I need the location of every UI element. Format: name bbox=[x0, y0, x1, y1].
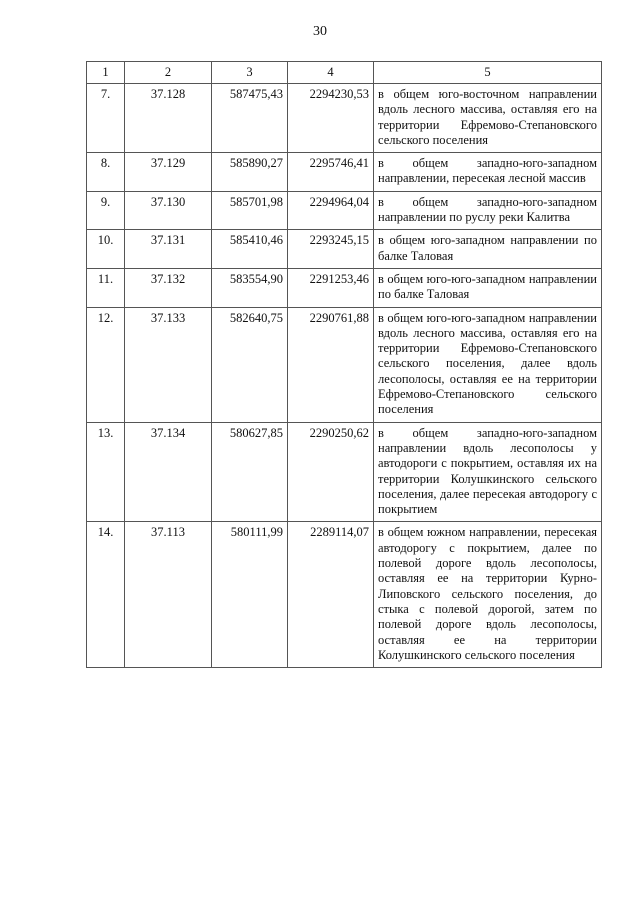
point-id: 37.113 bbox=[125, 522, 212, 668]
header-col-4: 4 bbox=[288, 62, 374, 84]
table-row bbox=[87, 230, 602, 269]
boundary-description: в общем юго-восточном направлении вдоль лесного массива, оставляя его на территории Ефремово-Степановского сельского поселения bbox=[374, 84, 602, 153]
row-number: 12. bbox=[87, 307, 125, 422]
point-id: 37.132 bbox=[125, 268, 212, 307]
row-number: 14. bbox=[87, 522, 125, 668]
coord-x: 583554,90 bbox=[212, 268, 288, 307]
coord-y: 2291253,46 bbox=[288, 268, 374, 307]
point-id: 37.131 bbox=[125, 230, 212, 269]
coord-y: 2290250,62 bbox=[288, 422, 374, 522]
page-number: 30 bbox=[313, 24, 327, 39]
coord-x: 585410,46 bbox=[212, 230, 288, 269]
table-row bbox=[87, 268, 602, 307]
boundary-description: в общем западно-юго-западном направлении, пересекая лесной массив bbox=[374, 153, 602, 192]
boundary-description: в общем юго-юго-западном направлении по балке Таловая bbox=[374, 268, 602, 307]
table-row bbox=[87, 191, 602, 230]
boundary-description: в общем западно-юго-западном направлении вдоль лесополосы у автодороги с покрытием, оставляя их на территории Колушкинского сельского поселения, далее пересекая автодорогу с покрытием bbox=[374, 422, 602, 522]
boundary-description: в общем юго-западном направлении по балке Таловая bbox=[374, 230, 602, 269]
header-col-1: 1 bbox=[87, 62, 125, 84]
header-col-5: 5 bbox=[374, 62, 602, 84]
boundary-description: в общем западно-юго-западном направлении по руслу реки Калитва bbox=[374, 191, 602, 230]
coord-x: 585890,27 bbox=[212, 153, 288, 192]
boundary-description: в общем юго-юго-западном направлении вдоль лесного массива, оставляя его на территории Ефремово-Степановского сельского поселения, далее вдоль лесополосы, оставляя ее на территории Ефремово-Степановского сельского поселения bbox=[374, 307, 602, 422]
row-number: 9. bbox=[87, 191, 125, 230]
row-number: 7. bbox=[87, 84, 125, 153]
coord-y: 2293245,15 bbox=[288, 230, 374, 269]
coord-y: 2294230,53 bbox=[288, 84, 374, 153]
row-number: 10. bbox=[87, 230, 125, 269]
row-number: 8. bbox=[87, 153, 125, 192]
coord-x: 587475,43 bbox=[212, 84, 288, 153]
coord-x: 580111,99 bbox=[212, 522, 288, 668]
boundary-description: в общем южном направлении, пересекая автодорогу с покрытием, далее по полевой дороге вдоль лесополосы, оставляя ее на территории Курно-Липовского сельского поселения, до стыка с полевой дорогой, затем по полевой дороге вдоль лесополосы, оставляя ее на территории Колушкинского сельского поселения bbox=[374, 522, 602, 668]
point-id: 37.133 bbox=[125, 307, 212, 422]
boundary-table bbox=[86, 61, 602, 668]
header-col-3: 3 bbox=[212, 62, 288, 84]
coord-y: 2295746,41 bbox=[288, 153, 374, 192]
coord-x: 585701,98 bbox=[212, 191, 288, 230]
table-header-row bbox=[87, 62, 602, 84]
table-row bbox=[87, 84, 602, 153]
coord-y: 2289114,07 bbox=[288, 522, 374, 668]
table-row bbox=[87, 153, 602, 192]
row-number: 13. bbox=[87, 422, 125, 522]
coord-x: 582640,75 bbox=[212, 307, 288, 422]
point-id: 37.134 bbox=[125, 422, 212, 522]
coord-x: 580627,85 bbox=[212, 422, 288, 522]
table-row bbox=[87, 522, 602, 668]
header-col-2: 2 bbox=[125, 62, 212, 84]
table-row bbox=[87, 307, 602, 422]
table-row bbox=[87, 422, 602, 522]
coord-y: 2290761,88 bbox=[288, 307, 374, 422]
point-id: 37.128 bbox=[125, 84, 212, 153]
point-id: 37.129 bbox=[125, 153, 212, 192]
row-number: 11. bbox=[87, 268, 125, 307]
coord-y: 2294964,04 bbox=[288, 191, 374, 230]
point-id: 37.130 bbox=[125, 191, 212, 230]
